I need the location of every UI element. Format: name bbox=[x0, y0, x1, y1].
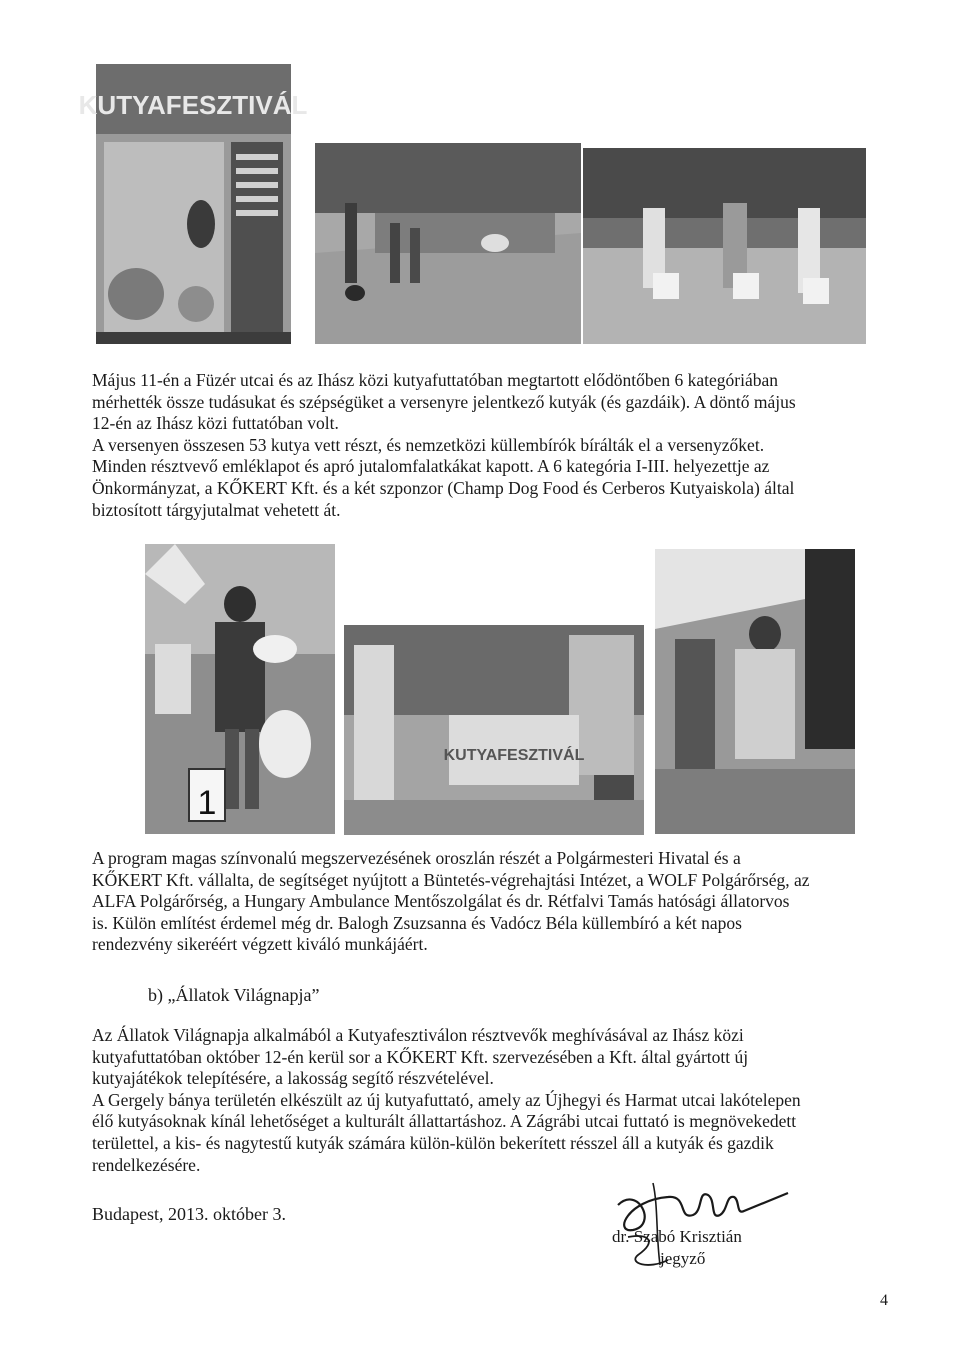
text-line: is. Külön említést érdemel még dr. Balogh Zsuzsanna és Vadócz Béla küllembíró a két napos bbox=[92, 912, 742, 933]
date-line: Budapest, 2013. október 3. bbox=[92, 1204, 286, 1224]
text-line: 12-én az Ihász közi futtatóban volt. bbox=[92, 413, 339, 434]
text-line: Önkormányzat, a KŐKERT Kft. és a két szponzor (Champ Dog Food és Cerberos Kutyaiskola) által bbox=[92, 477, 795, 498]
banner-photo bbox=[344, 625, 644, 835]
tent-photo bbox=[655, 549, 855, 834]
text-line: biztosított tárgyjutalmat vehetett át. bbox=[92, 499, 341, 520]
text-line: kutyajátékok telepítésére, a lakosság segítő részvételével. bbox=[92, 1068, 494, 1089]
page-number: 4 bbox=[880, 1292, 888, 1309]
text-line: élő kutyásoknak kínál lehetőséget a kulturált állattartáshoz. A Zágrábi utcai futtató is megnövekedett bbox=[92, 1111, 797, 1132]
text-line: A program magas színvonalú megszervezésének oroszlán részét a Polgármesteri Hivatal és a bbox=[92, 848, 741, 868]
text-line: kutyafuttatóban október 12-én kerül sor a KŐKERT Kft. szervezésében a Kft. által gyártott új bbox=[92, 1046, 749, 1067]
world-animal-day-paragraph bbox=[92, 1025, 892, 1176]
text-line: KŐKERT Kft. vállalta, de segítséget nyújtott a Büntetés-végrehajtási Intézet, a WOLF Polgárőrség, az bbox=[92, 869, 810, 890]
text-line: területtel, a kis- és nagytestű kutyák számára külön-külön bekerített résszel áll a kutyák és gazdik bbox=[92, 1132, 774, 1153]
organizers-paragraph bbox=[92, 848, 892, 956]
text-line: Május 11-én a Füzér utcai és az Ihász közi kutyafuttatóban megtartott elődöntőben 6 kategóriában bbox=[92, 370, 778, 390]
dog-run-photo bbox=[315, 143, 581, 344]
text-line: rendelkezésére. bbox=[92, 1154, 201, 1175]
intro-paragraph bbox=[92, 370, 892, 521]
dog-handler-photo bbox=[145, 544, 335, 834]
text-line: mérhették össze tudásukat és szépségüket a versenyre jelentkező kutyák (és gazdáik). A döntő május bbox=[92, 391, 796, 412]
section-heading: b) „Állatok Világnapja” bbox=[148, 985, 320, 1005]
text-line: A Gergely bánya területén elkészült az új kutyafuttató, amely az Újhegyi és Harmat utcai lakótelepen bbox=[92, 1089, 801, 1110]
banner-text: KUTYAFESZTIVÁL bbox=[443, 747, 585, 764]
text-line: Az Állatok Világnapja alkalmából a Kutyafesztiválon résztvevők meghívásával az Ihász közi bbox=[92, 1025, 744, 1045]
text-line: rendezvény sikeréért végzett kiváló munkájáért. bbox=[92, 934, 428, 955]
text-line: Minden résztvevő emléklapot és apró jutalomfalatkákat kapott. A 6 kategória I-III. helyezettje az bbox=[92, 456, 770, 477]
signatory-title: jegyző bbox=[660, 1249, 706, 1268]
winners-photo bbox=[583, 148, 866, 344]
poster-photo bbox=[78, 64, 308, 344]
text-line: ALFA Polgárőrség, a Hungary Ambulance Mentőszolgálat és dr. Rétfalvi Tamás hatósági állatorvos bbox=[92, 891, 790, 912]
text-line: A versenyen összesen 53 kutya vett részt, és nemzetközi küllembírók bírálták el a versenyzőket. bbox=[92, 434, 765, 455]
poster-title-text: KUTYAFESZTIVÁL bbox=[78, 90, 308, 120]
signatory-name: dr. Szabó Krisztián bbox=[612, 1227, 742, 1246]
number-card-text: 1 bbox=[197, 784, 217, 822]
